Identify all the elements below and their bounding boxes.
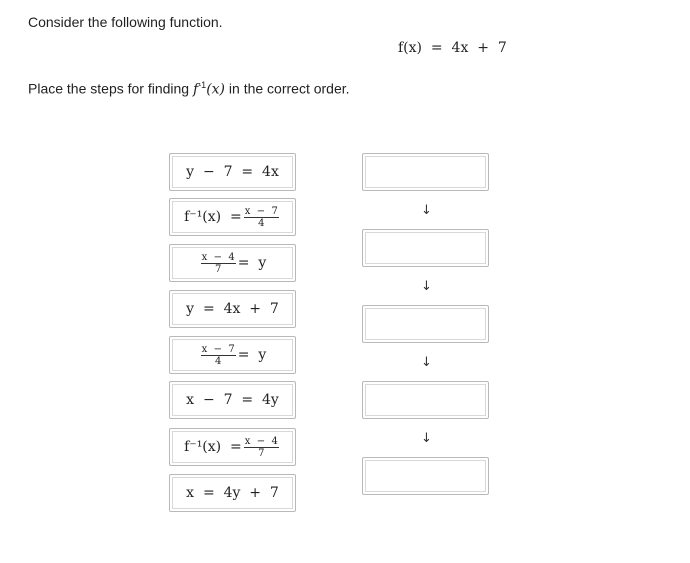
intro-text: Consider the following function. [28,14,223,30]
tile-equation: y = 4x + 7 [186,301,279,317]
fraction-denominator: 7 [215,263,222,275]
tile-fraction [201,252,236,275]
down-arrow-icon: ↓ [421,355,432,370]
instruction-func: f [193,81,199,98]
step-tile[interactable] [169,381,296,419]
fraction-numerator: x − 4 [201,251,235,263]
instruction-arg: (x) [206,81,226,98]
tile-fraction [244,436,279,459]
tile-lhs: f⁻¹(x) = [184,439,242,455]
fraction-denominator: 4 [215,355,222,367]
fraction-numerator: x − 7 [244,205,278,217]
fraction-numerator: x − 4 [244,435,278,447]
instruction-text [28,80,350,98]
tile-fraction [201,344,236,367]
tile-rhs: = y [237,255,267,271]
down-arrow-icon: ↓ [421,279,432,294]
tile-equation: y − 7 = 4x [186,164,279,180]
instruction-after: in the correct order. [225,80,350,97]
instruction-before: Place the steps for finding [28,80,193,97]
drop-slot-5[interactable] [362,457,489,495]
step-tile[interactable] [169,153,296,191]
fraction-denominator: 4 [258,217,265,229]
step-tile[interactable] [169,336,296,374]
step-tile[interactable] [169,244,296,282]
down-arrow-icon: ↓ [421,203,432,218]
step-tile[interactable] [169,428,296,466]
down-arrow-icon: ↓ [421,431,432,446]
tile-equation: x = 4y + 7 [186,485,279,501]
step-tile[interactable] [169,474,296,512]
instruction-sup: -1 [198,80,207,90]
tile-fraction [244,206,279,229]
function-display: f(x) = 4x + 7 [398,40,507,56]
drop-slot-1[interactable] [362,153,489,191]
drop-slot-2[interactable] [362,229,489,267]
fraction-denominator: 7 [258,447,265,459]
step-tile[interactable] [169,290,296,328]
fraction-numerator: x − 7 [201,343,235,355]
drop-slot-4[interactable] [362,381,489,419]
drop-slot-3[interactable] [362,305,489,343]
tile-equation: x − 7 = 4y [186,392,279,408]
step-tile[interactable] [169,198,296,236]
tile-rhs: = y [237,347,267,363]
tile-lhs: f⁻¹(x) = [184,209,242,225]
